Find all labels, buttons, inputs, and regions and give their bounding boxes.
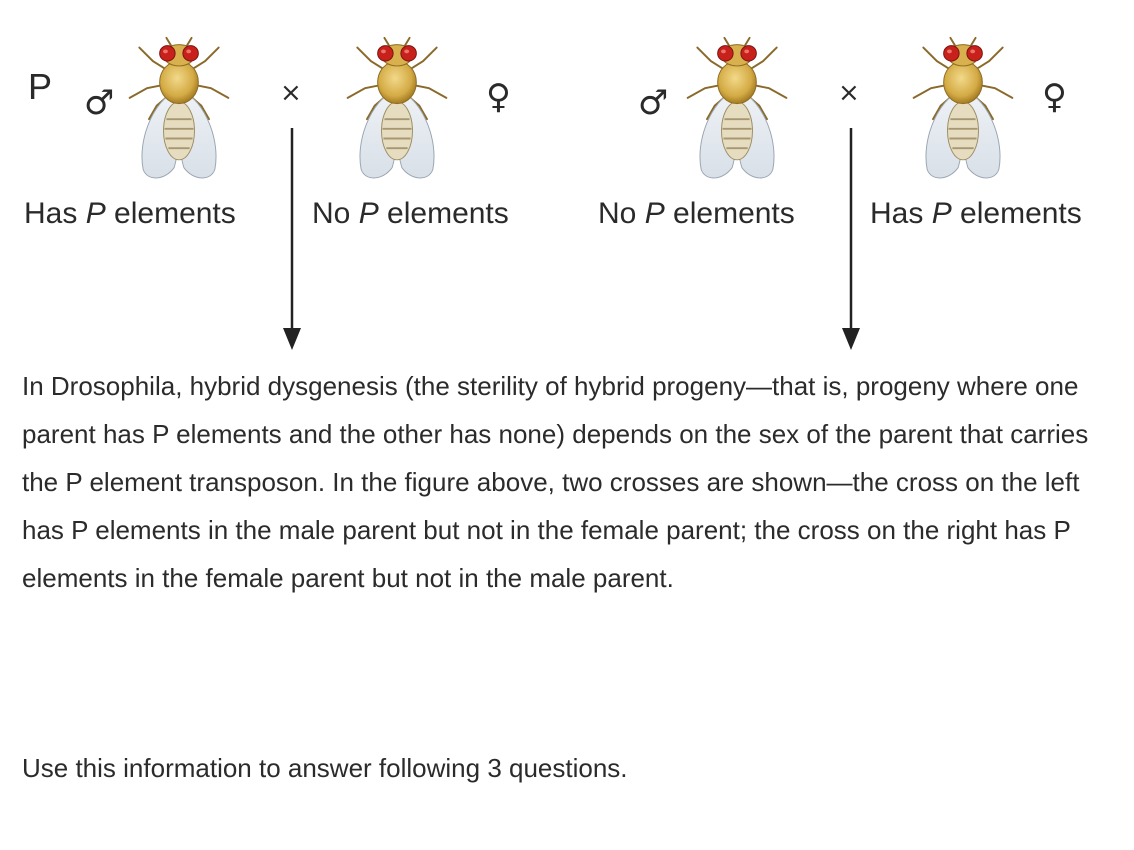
label-left-male: Has P elements [24, 197, 236, 230]
female-symbol-left: ♀ [486, 77, 511, 117]
male-symbol-left: ♂ [84, 83, 115, 123]
cross-symbol-right: × [838, 78, 860, 108]
generation-label: P [28, 66, 53, 107]
label-right-male: No P elements [598, 197, 795, 230]
female-symbol-right: ♀ [1042, 77, 1067, 117]
male-symbol-right: ♂ [638, 83, 669, 123]
cross-arrows [0, 0, 1134, 360]
label-right-female: Has P elements [870, 197, 1082, 230]
instruction-text: Use this information to answer following 3 questions. [22, 753, 628, 783]
cross-symbol-left: × [280, 78, 302, 108]
label-left-female: No P elements [312, 197, 509, 230]
description-paragraph: In Drosophila, hybrid dysgenesis (the sterility of hybrid progeny—that is, progeny where one parent has P elements and the other has none) depends on the sex of the parent that carries the P element transposon. In the figure above, two crosses are shown—the cross on the left has P elements in the male parent but not in the female parent; the cross on the right has P elements in the female parent but not in the male parent. [22, 371, 1089, 593]
